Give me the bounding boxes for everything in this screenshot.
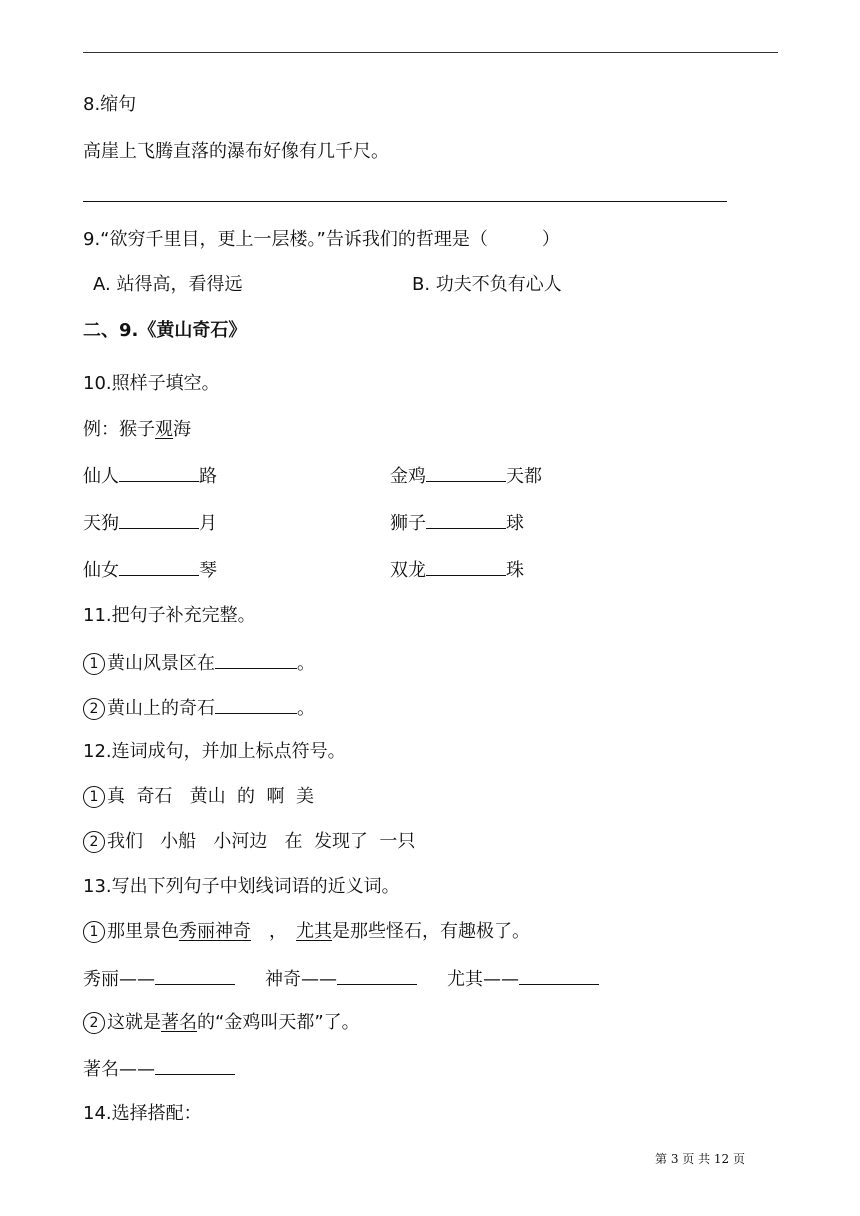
q10-row-1-right: 金鸡 天都 xyxy=(390,463,542,489)
circled-number: 1 xyxy=(83,653,105,675)
fill-blank[interactable] xyxy=(119,557,199,576)
q9-stem: 9.“欲穷千里目，更上一层楼。”告诉我们的哲理是（ ） xyxy=(83,229,560,250)
fill-blank[interactable] xyxy=(426,557,506,576)
q12-title: 12.连词成句，并加上标点符号。 xyxy=(83,741,346,762)
circled-number: 2 xyxy=(83,831,105,853)
q9-option-b[interactable]: B. 功夫不负有心人 xyxy=(412,274,562,295)
header-rule xyxy=(83,52,778,53)
q10-row-3-left: 仙女 琴 xyxy=(83,557,217,583)
q12-item-1: 1 真 奇石 黄山 的 啊 美 xyxy=(83,785,314,809)
q13-title: 13.写出下列句子中划线词语的近义词。 xyxy=(83,876,400,897)
q14-title: 14.选择搭配： xyxy=(83,1103,202,1124)
q11-title: 11.把句子补充完整。 xyxy=(83,605,256,626)
q11-item-2: 2 黄山上的奇石 。 xyxy=(83,695,315,721)
q8-title: 8.缩句 xyxy=(83,94,137,115)
fill-blank[interactable] xyxy=(426,510,506,529)
fill-blank[interactable] xyxy=(215,695,297,714)
page-footer: 第 3 页 共 12 页 xyxy=(655,1152,745,1166)
section-heading: 二、9.《黄山奇石》 xyxy=(83,320,247,341)
q10-row-3-right: 双龙 珠 xyxy=(390,557,524,583)
q10-title: 10.照样子填空。 xyxy=(83,373,220,394)
fill-blank[interactable] xyxy=(155,966,235,985)
q8-answer-line[interactable] xyxy=(83,201,727,202)
circled-number: 2 xyxy=(83,698,105,720)
underlined-word: 尤其 xyxy=(296,921,332,942)
circled-number: 2 xyxy=(83,1012,105,1034)
fill-blank[interactable] xyxy=(215,650,297,669)
q8-sentence: 高崖上飞腾直落的瀑布好像有几千尺。 xyxy=(83,141,389,162)
q10-row-1-left: 仙人 路 xyxy=(83,463,217,489)
q13-sentence-1: 1 那里景色秀丽神奇 ， 尤其是那些怪石，有趣极了。 xyxy=(83,920,530,944)
q12-item-2: 2 我们 小船 小河边 在 发现了 一只 xyxy=(83,830,415,854)
underlined-word: 秀丽神奇 xyxy=(179,921,251,942)
q13-synonym-row: 秀丽—— 神奇—— 尤其—— xyxy=(83,966,599,992)
example-underlined-word: 观 xyxy=(155,419,173,440)
fill-blank[interactable] xyxy=(155,1056,235,1075)
fill-blank[interactable] xyxy=(337,966,417,985)
fill-blank[interactable] xyxy=(119,510,199,529)
q10-row-2-left: 天狗 月 xyxy=(83,510,217,536)
q10-row-2-right: 狮子 球 xyxy=(390,510,524,536)
underlined-word: 著名 xyxy=(161,1012,197,1033)
circled-number: 1 xyxy=(83,921,105,943)
fill-blank[interactable] xyxy=(119,463,199,482)
circled-number: 1 xyxy=(83,786,105,808)
q13-sentence-2: 2 这就是著名的“金鸡叫天都”了。 xyxy=(83,1011,360,1035)
q13-synonym-row-2: 著名—— xyxy=(83,1056,235,1082)
q10-example: 例：猴子观海 xyxy=(83,419,191,440)
fill-blank[interactable] xyxy=(519,966,599,985)
fill-blank[interactable] xyxy=(426,463,506,482)
q11-item-1: 1 黄山风景区在 。 xyxy=(83,650,315,676)
q9-option-a[interactable]: A. 站得高，看得远 xyxy=(93,274,243,295)
